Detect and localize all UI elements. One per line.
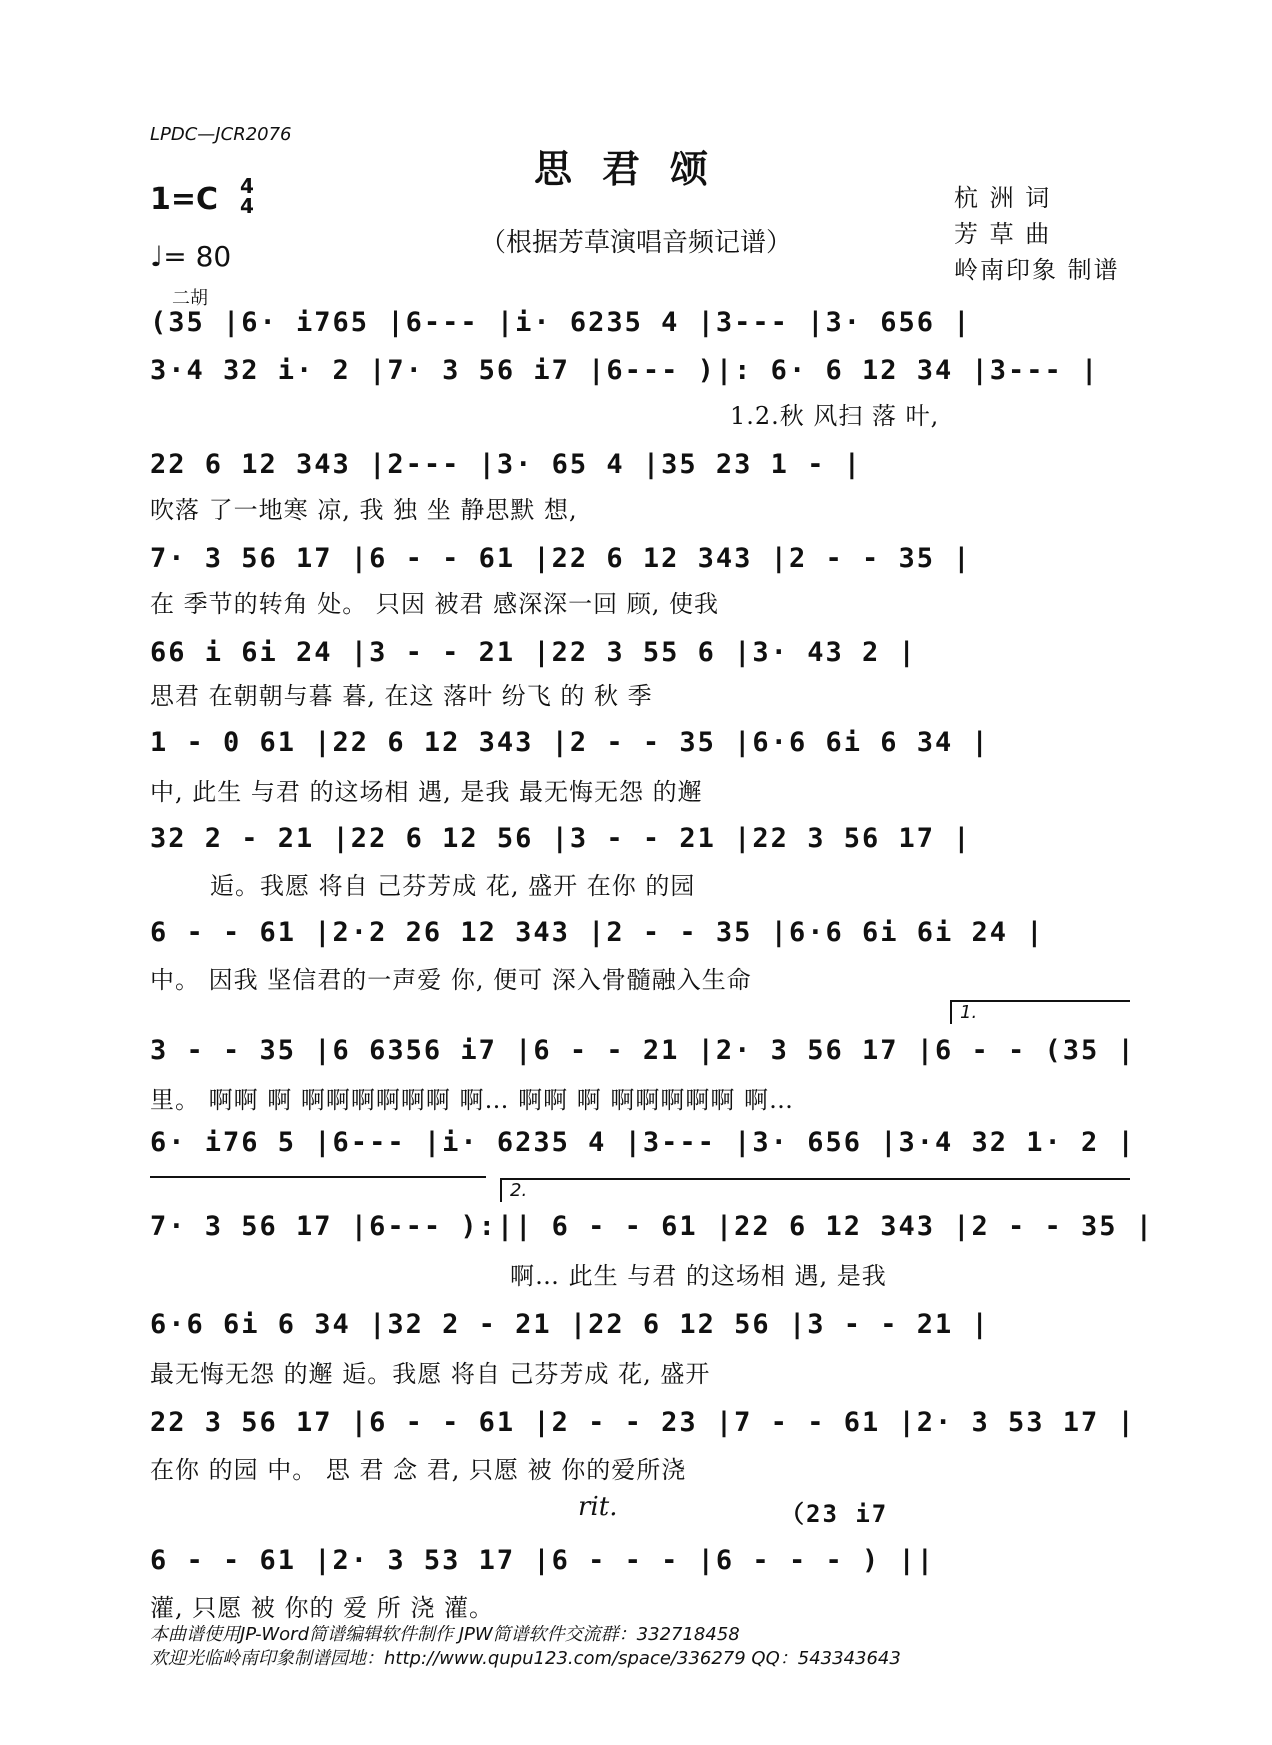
- lyric-row: 在你 的园 中。 思 君 念 君, 只愿 被 你的爱所浇: [150, 1456, 687, 1484]
- notation-row: 22 3 56 17 |6 - - 61 |2 - - 23 |7 - - 61 |2· 3 53 17 |: [150, 1406, 1136, 1438]
- grace-notes: （23 i7: [780, 1499, 889, 1528]
- lyric-row: 中, 此生 与君 的这场相 遇, 是我 最无悔无怨 的邂: [150, 778, 703, 806]
- notation-row: (35 |6· i765 |6--- |i· 6235 4 |3--- |3· 656 |: [150, 306, 972, 338]
- notation-row: 6· i76 5 |6--- |i· 6235 4 |3--- |3· 656 |3·4 32 1· 2 |: [150, 1126, 1136, 1158]
- notation-row: 6·6 6i 6 34 |32 2 - 21 |22 6 12 56 |3 - - 21 |: [150, 1308, 990, 1340]
- lyric-row: 中。 因我 坚信君的一声爱 你, 便可 深入骨髓融入生命: [150, 966, 752, 994]
- tempo-marking: ♩= 80: [150, 240, 232, 273]
- notation-row: 7· 3 56 17 |6--- ):|| 6 - - 61 |22 6 12 343 |2 - - 35 |: [150, 1210, 1155, 1242]
- credits: [954, 180, 1120, 288]
- time-top: 4: [240, 174, 254, 198]
- lyric-row: 里。 啊啊 啊 啊啊啊啊啊啊 啊… 啊啊 啊 啊啊啊啊啊 啊…: [150, 1086, 795, 1114]
- lyric-row: 最无悔无怨 的邂 逅。我愿 将自 己芬芳成 花, 盛开: [150, 1360, 711, 1388]
- instrument-label: 二胡: [172, 288, 208, 309]
- ritardando-mark: rit.: [578, 1492, 618, 1522]
- lyric-row: 啊… 此生 与君 的这场相 遇, 是我: [510, 1262, 887, 1290]
- volta-first-ending: 1.: [950, 1000, 1130, 1024]
- lyric-row: 思君 在朝朝与暮 暮, 在这 落叶 纷飞 的 秋 季: [150, 682, 653, 710]
- footer-line-1: 本曲谱使用JP-Word简谱编辑软件制作 JPW简谱软件交流群：332718458: [150, 1624, 740, 1645]
- footer-line-2: 欢迎光临岭南印象制谱园地：http://www.qupu123.com/space/336279 QQ：543343643: [150, 1648, 901, 1669]
- key-label: 1=C: [150, 182, 219, 217]
- lyric-row: 逅。我愿 将自 己芬芳成 花, 盛开 在你 的园: [210, 872, 696, 900]
- lyric-row: 灌, 只愿 被 你的 爱 所 浇 灌。: [150, 1594, 495, 1622]
- lyricist: 杭 洲 词: [954, 184, 1052, 212]
- notation-row: 1 - 0 61 |22 6 12 343 |2 - - 35 |6·6 6i 6 34 |: [150, 726, 990, 758]
- key-signature: [150, 174, 254, 218]
- score-code: LPDC—JCR2076: [150, 124, 292, 145]
- time-bottom: 4: [240, 194, 254, 218]
- notation-row: 3·4 32 i· 2 |7· 3 56 i7 |6--- )|: 6· 6 12 34 |3--- |: [150, 354, 1100, 386]
- lyric-row: 1.2.秋 风扫 落 叶,: [730, 402, 940, 430]
- lyric-row: 吹落 了一地寒 凉, 我 独 坐 静思默 想,: [150, 496, 578, 524]
- notation-row: 32 2 - 21 |22 6 12 56 |3 - - 21 |22 3 56 17 |: [150, 822, 972, 854]
- notation-row: 66 i 6i 24 |3 - - 21 |22 3 55 6 |3· 43 2 |: [150, 636, 917, 668]
- song-title: 思君颂: [533, 146, 738, 191]
- subtitle: （根据芳草演唱音频记谱）: [479, 228, 792, 258]
- notation-row: 6 - - 61 |2·2 26 12 343 |2 - - 35 |6·6 6i 6i 24 |: [150, 916, 1045, 948]
- volta-second-ending: 2.: [500, 1178, 1130, 1202]
- composer: 芳 草 曲: [954, 220, 1052, 248]
- volta-bracket-line: [150, 1176, 486, 1178]
- notation-row: 6 - - 61 |2· 3 53 17 |6 - - - |6 - - - ) ||: [150, 1544, 935, 1576]
- lyric-row: 在 季节的转角 处。 只因 被君 感深深一回 顾, 使我: [150, 590, 720, 618]
- notation-row: 22 6 12 343 |2--- |3· 65 4 |35 23 1 - |: [150, 448, 862, 480]
- time-signature: [240, 176, 254, 216]
- notation-row: 3 - - 35 |6 6356 i7 |6 - - 21 |2· 3 56 17 |6 - - (35 |: [150, 1034, 1136, 1066]
- notation-row: 7· 3 56 17 |6 - - 61 |22 6 12 343 |2 - - 35 |: [150, 542, 972, 574]
- arranger: 岭南印象 制谱: [954, 256, 1120, 284]
